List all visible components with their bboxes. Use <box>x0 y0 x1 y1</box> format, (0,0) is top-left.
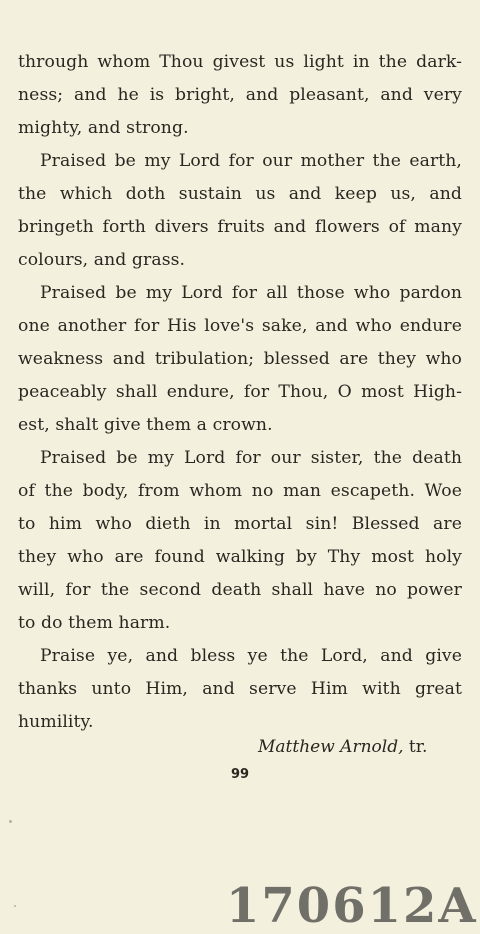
text-line: est, shalt give them a crown. <box>18 415 273 435</box>
text-line: the which doth sustain us and keep us, and <box>18 184 462 204</box>
attribution <box>258 732 427 762</box>
text-line: Praise ye, and bless ye the Lord, and give <box>40 646 462 666</box>
library-stamp: 170612A <box>226 878 478 934</box>
text-line: to do them harm. <box>18 613 171 633</box>
text-line: mighty, and strong. <box>18 118 189 138</box>
text-line: they who are found walking by Thy most holy <box>18 547 462 567</box>
paper-speck <box>14 905 16 907</box>
poem-text <box>18 46 462 739</box>
text-line: through whom Thou givest us light in the dark- <box>18 52 462 72</box>
translator-suffix: tr. <box>408 737 428 757</box>
text-line: of the body, from whom no man escapeth. Woe <box>18 481 462 501</box>
text-line: humility. <box>18 712 94 732</box>
text-line: bringeth forth divers fruits and flowers of many <box>18 217 462 237</box>
text-line: peaceably shall endure, for Thou, O most High- <box>18 382 462 402</box>
text-line: Praised be my Lord for all those who pardon <box>40 283 462 303</box>
text-line: colours, and grass. <box>18 250 186 270</box>
text-line: weakness and tribulation; blessed are they who <box>18 349 462 369</box>
text-line: Praised be my Lord for our mother the earth, <box>40 151 462 171</box>
paper-speck <box>9 820 12 823</box>
text-line: thanks unto Him, and serve Him with great <box>18 679 462 699</box>
text-line: will, for the second death shall have no power <box>18 580 462 600</box>
text-line: to him who dieth in mortal sin! Blessed are <box>18 514 462 534</box>
text-line: ness; and he is bright, and pleasant, and very <box>18 85 462 105</box>
translator-name: Matthew Arnold, <box>258 737 404 757</box>
page-number: 99 <box>230 767 250 782</box>
text-line: Praised be my Lord for our sister, the death <box>40 448 462 468</box>
text-line: one another for His love's sake, and who endure <box>18 316 462 336</box>
